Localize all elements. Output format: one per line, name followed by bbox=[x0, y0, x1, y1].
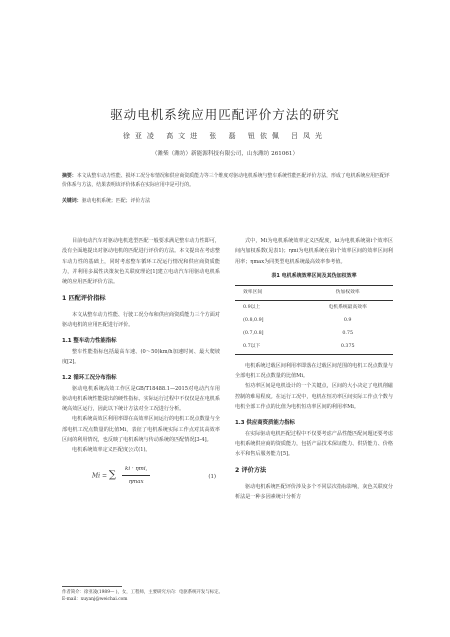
footnote-divider bbox=[62, 586, 122, 587]
equation-fraction bbox=[122, 464, 150, 488]
footnote-email: E-mail：xuyanj@weichai.com bbox=[62, 596, 128, 602]
table-header-row bbox=[235, 286, 393, 301]
equation-1 bbox=[62, 462, 220, 492]
summation-icon: ∑ bbox=[108, 469, 117, 481]
table-row bbox=[235, 301, 393, 315]
abstract-label: 摘要： bbox=[62, 173, 77, 179]
paper-title: 驱动电机系统应用匹配评价方法的研究 bbox=[110, 107, 340, 122]
section-1-3-heading: 1.3 供应商资质能力指标 bbox=[235, 420, 295, 427]
keywords-label: 关键词： bbox=[62, 198, 82, 204]
table-cell: (0.8,0.9] bbox=[243, 317, 264, 323]
author-footnote bbox=[62, 590, 232, 604]
overload-paragraph: 电机系统过载区间利用率即落在过载区间范围的电机工况点数量与全部电机工况点数量的比值Mi。 bbox=[235, 362, 393, 380]
section-1-2-text-3: 电机系统效率定义匹配度公式(1)。 bbox=[72, 447, 151, 454]
table-header-interval: 效率区间 bbox=[235, 286, 302, 301]
keywords bbox=[62, 197, 394, 205]
table-row bbox=[235, 328, 393, 341]
table-cell: 0.375 bbox=[302, 341, 393, 355]
section-1-2-text-2: 电机系统高效区利用率即在高效率区间运行的电机工况点数量与全部电机工况点数量的比值Mi，表征了电机系统实际工作点对其高效率区间的利用情况，也反映了电机系统与传动系统的匹配情况[3-4]。 bbox=[62, 416, 220, 444]
table-row bbox=[235, 341, 393, 355]
abstract bbox=[62, 172, 394, 189]
equation-body bbox=[92, 464, 150, 488]
section-2-text: 驱动电机系统匹配评价涉及多个不同层次指标影响，灰色关联度分析法是一种多因素统计分析方 bbox=[235, 483, 393, 501]
table-cell: (0.7,0.8] bbox=[243, 331, 264, 337]
table-row bbox=[235, 315, 393, 328]
left-column bbox=[62, 236, 220, 496]
section-1-2-heading: 1.2 循环工况分布指标 bbox=[62, 375, 117, 382]
table-1 bbox=[235, 285, 393, 355]
section-1-3-text: 在实际驱动电机匹配过程中不仅要考虑产品性能匹配问题还要考虑电机系统供应商的资质能力，包括产品技术保证能力、供货能力、价格水平和售后服务能力[5]。 bbox=[235, 430, 393, 458]
intro-paragraph: 目前电动汽车对驱动电机选型匹配一般要求满足整车动力性即可，没有全面地提出对驱动电机的匹配进行评价的方法。本文提出在考虑整车动力性的基础上，同时考虑整车循环工况运行情况和供应商资质能力，并利用多属性决策灰色关联度理论[1]建立电动汽车用驱动电机系统的应用匹配评价方法。 bbox=[62, 238, 220, 286]
right-column bbox=[235, 236, 393, 502]
equation-numerator: ki · ηmi, bbox=[122, 464, 150, 476]
formula-explanation: 式中，Mi为电机系统效率定义匹配度，ki为电机系统第i个效率区间内加权系数(见表1)；ηmi为电机系统在第i个效率区间的效率区间利用率；ηmax为同类型电机系统最高效率参考值。 bbox=[235, 238, 393, 265]
section-1-text: 本文从整车动力性能、行驶工况分布和供应商资质能力三个方面对驱动电机的应用匹配进行评价。 bbox=[62, 311, 220, 329]
table-cell: 0.9以上 bbox=[243, 304, 261, 310]
author-list: 徐亚凌 高文进 张 磊 钮依佩 吕凤光 bbox=[122, 132, 328, 140]
table-cell: 电机系统最高效率 bbox=[328, 304, 367, 310]
table-header-weight: 伪加权效率 bbox=[302, 286, 393, 301]
section-1-2-text-1: 驱动电机系统高效工作区是GB/T18488.1—2015对电动汽车用驱动电机系统性能提出的硬性指标，实际运行过程中不仅仅是在电机系统高效区运行，因此以下统计方法对全工况进行分析。 bbox=[62, 385, 220, 413]
footnote-bio: 作者简介：徐亚凌(1989— )，女，工程师，主要研究方向：电驱系统开发与标定。 bbox=[62, 590, 223, 595]
table-cell: 0.9 bbox=[343, 317, 352, 323]
section-1-heading: 1 匹配评价指标 bbox=[62, 295, 106, 303]
affiliation: （潍柴（潍坊）新能源科技有限公司，山东潍坊 261061） bbox=[151, 151, 299, 157]
keywords-text: 驱动电机系统；匹配；评价方法 bbox=[81, 198, 151, 204]
section-2-heading: 2 评价方法 bbox=[235, 467, 267, 475]
constant-power-paragraph: 恒功率区间是电机设计的一个关键点，区间的大小决定了电机削磁控制的难易程度。在运行工况中，电机在恒功率区间实际工作点个数与电机全部工作点的比值为电机恒功率区间的利用率Mi。 bbox=[235, 383, 393, 410]
section-1-1-text: 整车性能指标包括最高车速、(0～50)km/h加速时间、最大爬坡度[2]。 bbox=[62, 348, 220, 365]
equation-lhs: Mi = bbox=[92, 471, 107, 479]
equation-number: (1) bbox=[208, 473, 216, 480]
table-1-caption: 表1 电机系统效率区间及其伪加权效率 bbox=[271, 272, 357, 279]
table-cell: 0.75 bbox=[342, 331, 354, 337]
abstract-text: 本文从整车动力性能、损坏工况分布情况和供应商资质能力等三个维度对驱动电机系统与整车系统性能匹配评价方法，形成了电机系统应用匹配评价体系与方法，结果表明该评价体系在实际应用中是可行的。 bbox=[62, 173, 390, 188]
equation-denominator: ηmax bbox=[128, 478, 144, 485]
table-cell: 0.7以下 bbox=[235, 341, 302, 355]
section-1-1-heading: 1.1 整车动力性能指标 bbox=[62, 338, 117, 345]
